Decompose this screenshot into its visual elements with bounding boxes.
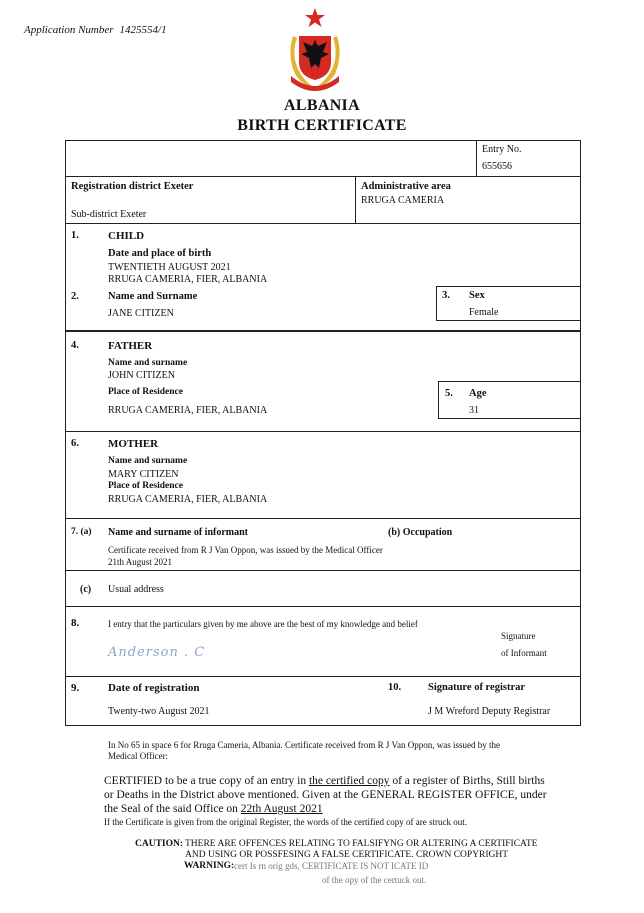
admin-area-label: Administrative area xyxy=(361,181,451,192)
certified-date: 22th August 2021 xyxy=(240,803,323,815)
informant-num: 7. (a) xyxy=(71,527,92,537)
sex-label: Sex xyxy=(469,290,485,301)
father-num: 4. xyxy=(71,340,79,351)
occupation-label: (b) Occupation xyxy=(388,527,453,538)
child-name-num: 2. xyxy=(71,291,79,302)
father-name-label: Name and surname xyxy=(108,358,188,368)
registration-date-value: Twenty-two August 2021 xyxy=(108,706,210,717)
mother-heading: MOTHER xyxy=(108,438,159,450)
father-heading: FATHER xyxy=(108,340,153,352)
mother-residence-label: Place of Residence xyxy=(108,481,183,491)
albania-emblem-icon xyxy=(279,6,351,96)
child-dob-value: TWENTIETH AUGUST 2021 xyxy=(108,262,231,273)
father-name-value: JOHN CITIZEN xyxy=(108,370,175,381)
age-num: 5. xyxy=(445,388,453,399)
child-heading: CHILD xyxy=(108,230,145,242)
footer-note-2: Medical Officer: xyxy=(108,751,169,761)
mother-name-label: Name and surname xyxy=(108,456,188,466)
father-residence-label: Place of Residence xyxy=(108,387,183,397)
signature-label-1: Signature xyxy=(501,631,536,641)
registration-district: Registration district Exeter xyxy=(71,181,194,192)
informant-signature: Anderson . C xyxy=(108,645,206,660)
father-residence-value: RRUGA CAMERIA, FIER, ALBANIA xyxy=(108,405,268,416)
country-title: ALBANIA xyxy=(284,97,360,114)
registrar-num: 10. xyxy=(388,682,402,693)
registration-date-label: Date of registration xyxy=(108,682,200,694)
mother-residence-value: RRUGA CAMERIA, FIER, ALBANIA xyxy=(108,494,268,505)
certified-line-1c: of a register of Births, Still births xyxy=(389,775,545,787)
entry-label: Entry No. xyxy=(482,144,522,155)
footer-last-line: of the opy of the certuck out. xyxy=(322,875,427,885)
child-num: 1. xyxy=(71,230,79,241)
warning-text: cert Is rn orig gds, CERTIFICATE IS NOT ICATE ID xyxy=(234,861,429,871)
registrar-value: J M Wreford Deputy Registrar xyxy=(428,706,551,717)
child-name-label: Name and Surname xyxy=(108,291,198,302)
application-number xyxy=(24,24,167,36)
informant-line1: Certificate received from R J Van Oppon, was issued by the Medical Officer xyxy=(108,545,383,555)
certified-line-4: If the Certificate is given from the original Register, the words of the certified copy of are struck out. xyxy=(104,817,468,827)
usual-address-label: Usual address xyxy=(108,584,164,595)
registration-date-num: 9. xyxy=(71,682,80,694)
child-dob-label: Date and place of birth xyxy=(108,248,212,259)
informant-line2: 21th August 2021 xyxy=(108,557,173,567)
admin-area-value: RRUGA CAMERIA xyxy=(361,195,445,206)
certificate-title: BIRTH CERTIFICATE xyxy=(237,117,407,134)
child-birthplace: RRUGA CAMERIA, FIER, ALBANIA xyxy=(108,274,268,285)
application-number-label: Application Number xyxy=(24,24,114,36)
usual-address-num: (c) xyxy=(80,584,92,595)
mother-num: 6. xyxy=(71,438,79,449)
warning-label: WARNING: xyxy=(184,861,235,871)
informant-name-label: Name and surname of informant xyxy=(108,527,248,538)
declaration-section xyxy=(65,606,581,677)
footer-note-1: In No 65 in space 6 for Rruga Cameria, Albania. Certificate received from R J Van Oppon, was issued by the xyxy=(108,740,500,750)
declaration-text: I entry that the particulars given by me above are the best of my knowledge and belief xyxy=(108,619,418,629)
declaration-num: 8. xyxy=(71,617,80,629)
sex-num: 3. xyxy=(442,290,450,301)
certified-copy-underlined: the certified copy xyxy=(308,775,390,787)
age-label: Age xyxy=(469,388,487,399)
age-value: 31 xyxy=(469,405,479,416)
application-number-value: 1425554/1 xyxy=(119,24,167,36)
sub-district: Sub-district Exeter xyxy=(71,209,147,220)
caution-line-2: AND USING OR POSSFESING A FALSE CERTIFICATE. CROWN COPYRIGHT xyxy=(185,850,509,860)
mother-name-value: MARY CITIZEN xyxy=(108,469,179,480)
certified-line-3 xyxy=(104,802,323,816)
certified-line-2: or Deaths in the District above mentioned. Given at the GENERAL REGISTER OFFICE, under xyxy=(104,789,547,801)
sex-cell xyxy=(436,286,581,321)
registrar-label: Signature of registrar xyxy=(428,682,526,693)
certified-line-1 xyxy=(104,774,545,788)
certified-line-3a: the Seal of the said Office on xyxy=(104,803,241,815)
age-cell xyxy=(438,381,581,419)
caution-line-1: THERE ARE OFFENCES RELATING TO FALSIFYNG OR ALTERING A CERTIFICATE xyxy=(185,839,538,849)
sex-value: Female xyxy=(469,307,499,318)
caution-label: CAUTION: xyxy=(135,839,184,849)
entry-value: 655656 xyxy=(482,161,512,172)
child-name-value: JANE CITIZEN xyxy=(108,308,174,319)
signature-label-2: of Informant xyxy=(501,648,547,658)
certified-line-1a: CERTIFIED to be a true copy of an entry in xyxy=(104,775,309,787)
